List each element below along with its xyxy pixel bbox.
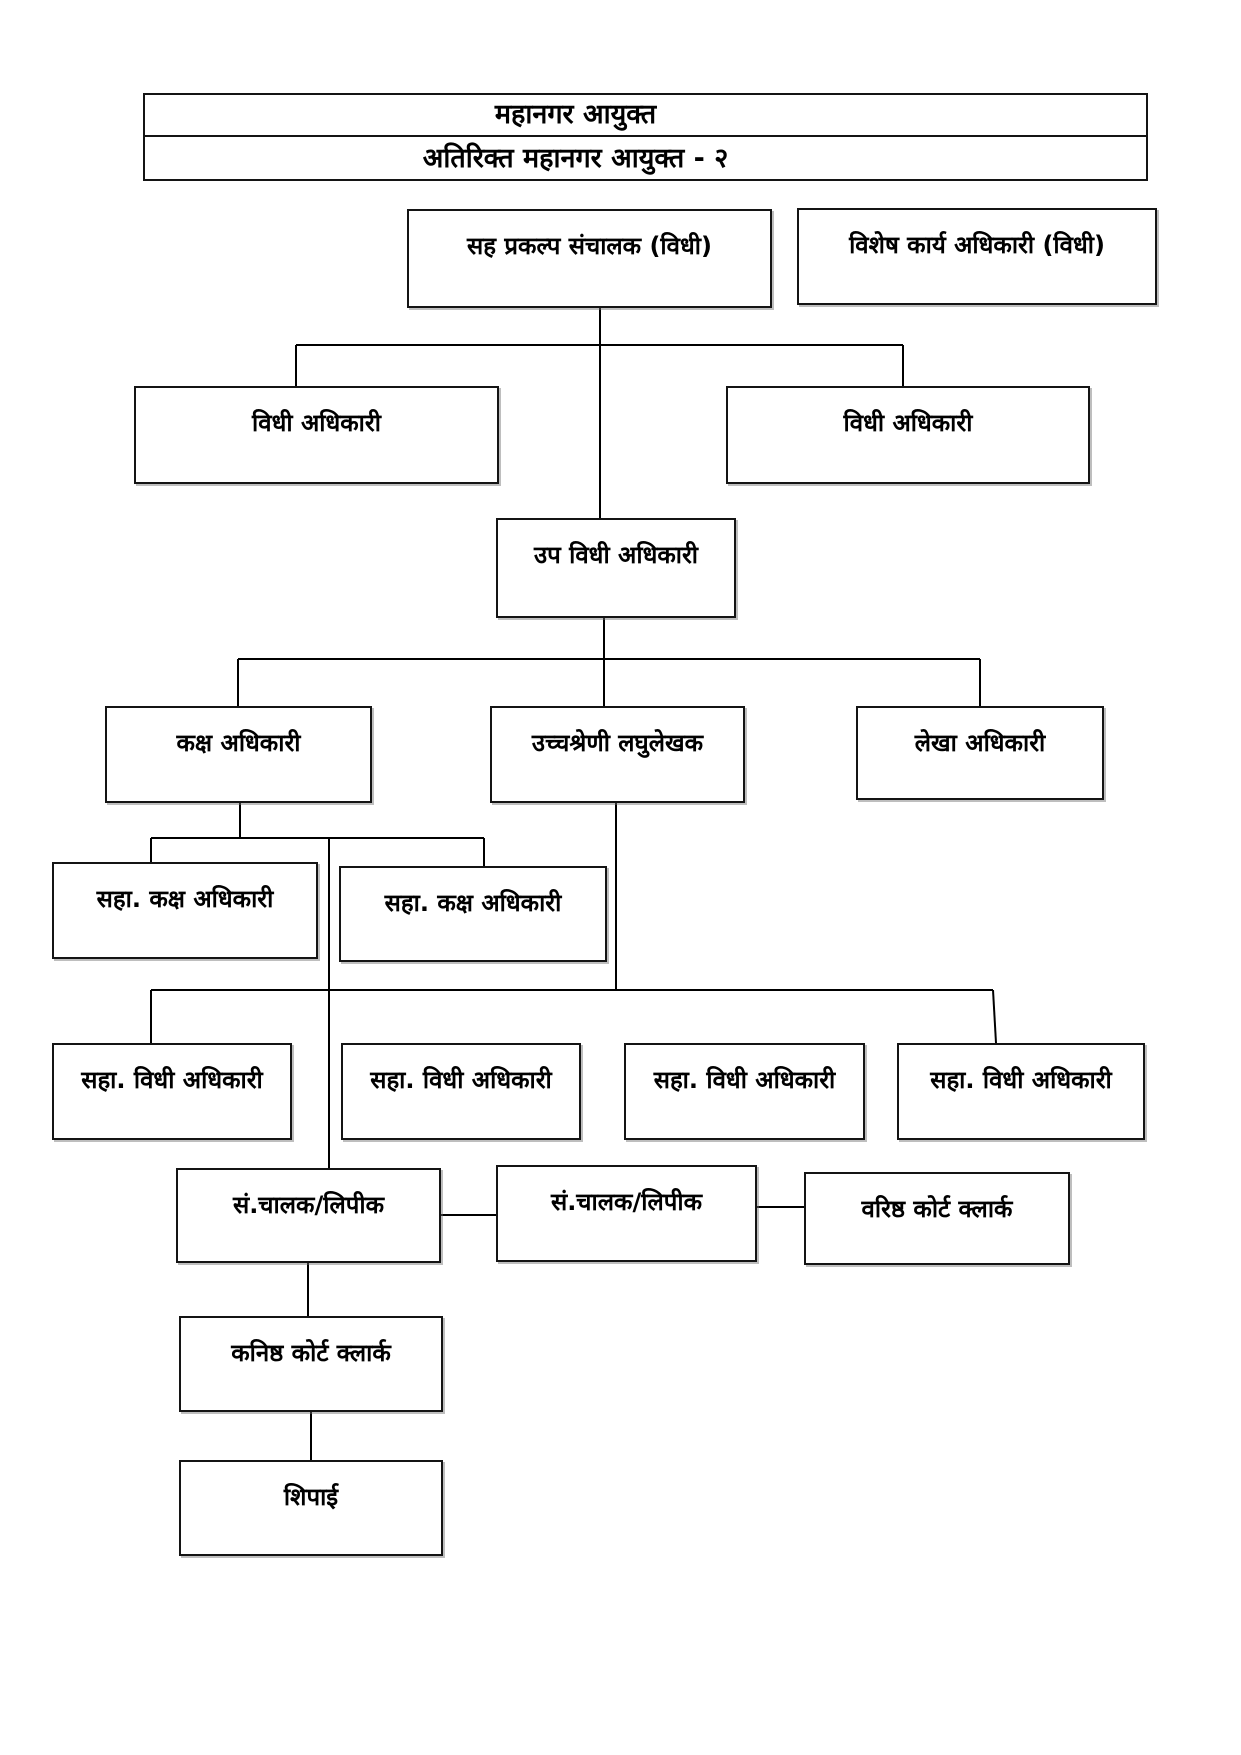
node-saha-vidhi-adhikari-4: सहा. विधी अधिकारी — [897, 1043, 1145, 1140]
header-subtitle: अतिरिक्त महानगर आयुक्त - २ — [422, 143, 729, 174]
node-vishesh-karya-adhikari-vidhi: विशेष कार्य अधिकारी (विधी) — [797, 208, 1157, 305]
node-vidhi-adhikari-right: विधी अधिकारी — [726, 386, 1090, 484]
node-kanishtha-court-clerk: कनिष्ठ कोर्ट क्लार्क — [179, 1316, 443, 1412]
header-box — [143, 93, 1148, 181]
header-title: महानगर आयुक्त — [145, 95, 1146, 137]
node-varishtha-court-clerk: वरिष्ठ कोर्ट क्लार्क — [804, 1172, 1070, 1265]
node-sanchalak-lipik-2: सं.चालक/लिपीक — [496, 1165, 757, 1262]
node-saha-vidhi-adhikari-3: सहा. विधी अधिकारी — [624, 1043, 865, 1140]
node-vidhi-adhikari-left: विधी अधिकारी — [134, 386, 499, 484]
node-saha-kaksha-adhikari-2: सहा. कक्ष अधिकारी — [339, 866, 607, 962]
node-lekha-adhikari: लेखा अधिकारी — [856, 706, 1104, 800]
node-up-vidhi-adhikari: उप विधी अधिकारी — [496, 518, 736, 618]
node-sanchalak-lipik-1: सं.चालक/लिपीक — [176, 1168, 441, 1263]
node-saha-vidhi-adhikari-2: सहा. विधी अधिकारी — [341, 1043, 581, 1140]
node-saha-vidhi-adhikari-1: सहा. विधी अधिकारी — [52, 1043, 292, 1140]
node-uchchashreni-laghulekhak: उच्चश्रेणी लघुलेखक — [490, 706, 745, 803]
node-saha-kaksha-adhikari-1: सहा. कक्ष अधिकारी — [52, 862, 318, 959]
node-kaksha-adhikari: कक्ष अधिकारी — [105, 706, 372, 803]
node-shipai: शिपाई — [179, 1460, 443, 1556]
connector-drop-sahavidhi-4 — [993, 990, 996, 1043]
node-sah-prakalp-sanchalak-vidhi: सह प्रकल्प संचालक (विधी) — [407, 209, 772, 308]
